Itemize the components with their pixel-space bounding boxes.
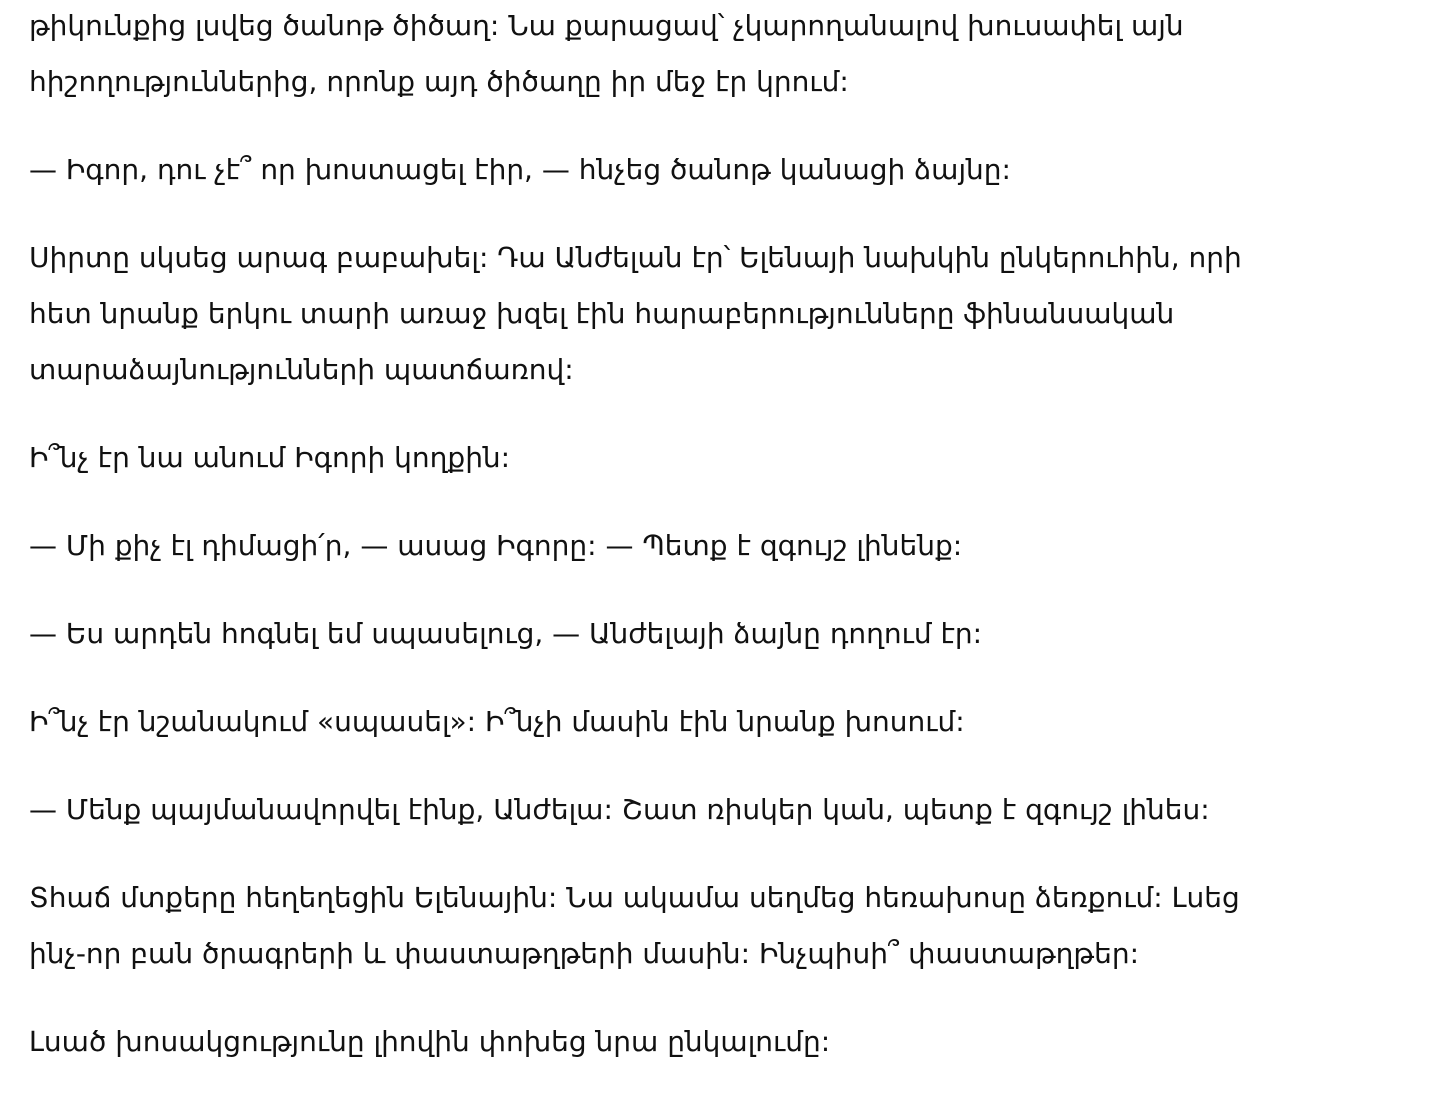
text-line: Տհաճ մտքերը հեղեղեցին Ելենային: Նա ակամա սեղմեց հեռախոսը ձեռքում: Լսեց: [29, 881, 1240, 914]
paragraph-6: [29, 606, 1289, 662]
text-line: հիշողություններից, որոնք այդ ծիծաղը իր մեջ էր կրում:: [29, 65, 849, 98]
paragraph-5: [29, 518, 1289, 574]
text-line: — Ես արդեն հոգնել եմ սպասելուց, — Անժելայի ձայնը դողում էր:: [29, 617, 983, 650]
paragraph-1: [29, 0, 1289, 110]
text-line: տարաձայնությունների պատճառով:: [29, 353, 574, 386]
text-line: Ի՞նչ էր նա անում Իգորի կողքին:: [29, 441, 511, 474]
text-line: ինչ-որ բան ծրագրերի և փաստաթղթերի մասին: Ինչպիսի՞ փաստաթղթեր:: [29, 937, 1140, 970]
paragraph-4: [29, 430, 1289, 486]
text-line: Լսած խոսակցությունը լիովին փոխեց նրա ընկալումը:: [29, 1025, 831, 1058]
text-line: հետ նրանք երկու տարի առաջ խզել էին հարաբերությունները ֆինանսական: [29, 297, 1175, 330]
text-line: — Մենք պայմանավորվել էինք, Անժելա: Շատ ռիսկեր կան, պետք է զգույշ լինես:: [29, 793, 1210, 826]
text-line: թիկունքից լսվեց ծանոթ ծիծաղ: Նա քարացավ՝ չկարողանալով խուսափել այն: [29, 9, 1184, 42]
paragraph-2: [29, 142, 1289, 198]
text-line: Ի՞նչ էր նշանակում «սպասել»: Ի՞նչի մասին էին նրանք խոսում:: [29, 705, 965, 738]
paragraph-10: [29, 1014, 1289, 1070]
paragraph-3: [29, 230, 1289, 398]
text-line: Սիրտը սկսեց արագ բաբախել: Դա Անժելան էր՝ Ելենայի նախկին ընկերուհին, որի: [29, 241, 1242, 274]
paragraph-8: [29, 782, 1289, 838]
paragraph-9: [29, 870, 1289, 982]
text-line: — Մի քիչ էլ դիմացի՛ր, — ասաց Իգորը: — Պետք է զգույշ լինենք:: [29, 529, 963, 562]
story-text: [29, 0, 1289, 1102]
text-line: — Իգոր, դու չէ՞ որ խոստացել էիր, — հնչեց ծանոթ կանացի ձայնը:: [29, 153, 1011, 186]
paragraph-7: [29, 694, 1289, 750]
